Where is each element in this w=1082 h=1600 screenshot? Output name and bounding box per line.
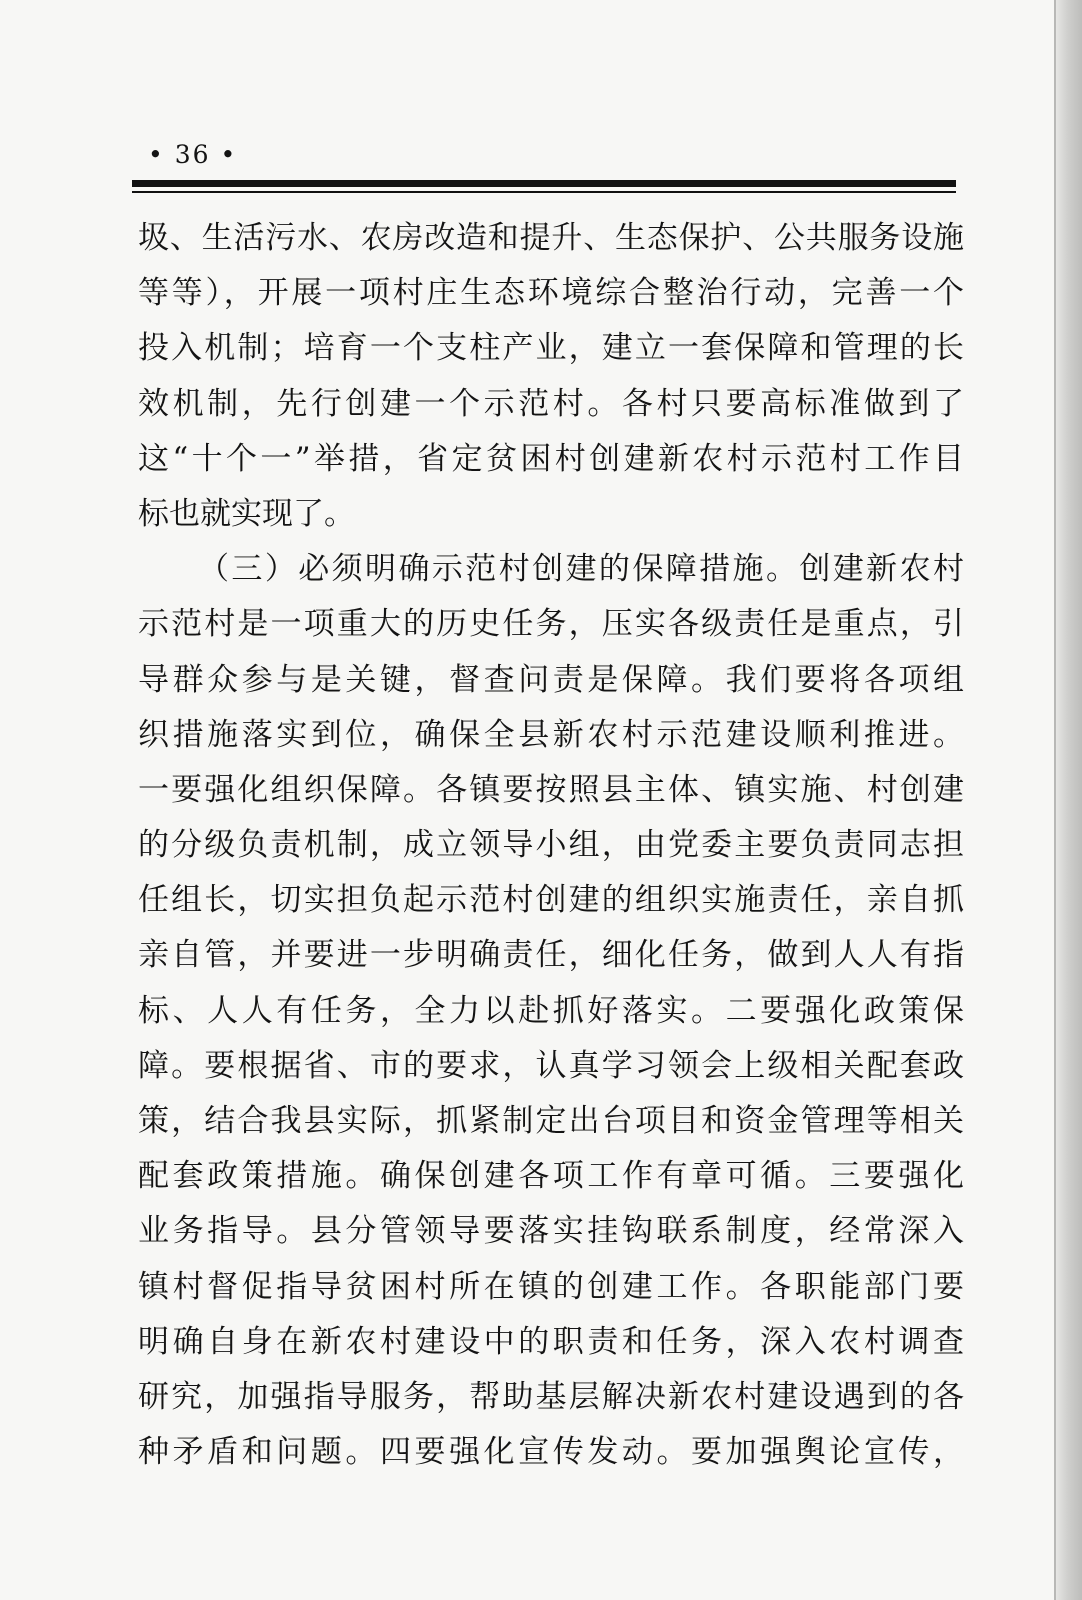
section-heading-line: （三）必须明确示范村创建的保障措施。创建新农村 [198, 551, 964, 588]
text-line: 这“十个一”举措，省定贫困村创建新农村示范村工作目 [138, 440, 964, 477]
header-rule-thick [132, 180, 956, 187]
text-line: 导群众参与是关键，督查问责是保障。我们要将各项组 [138, 661, 964, 698]
text-line: 种矛盾和问题。四要强化宣传发动。要加强舆论宣传， [138, 1434, 964, 1471]
header-rule-thin [132, 191, 956, 193]
text-line: 策，结合我县实际，抓紧制定出台项目和资金管理等相关 [138, 1103, 964, 1139]
text-line: 效机制，先行创建一个示范村。各村只要高标准做到了 [138, 385, 964, 422]
text-line: 等等），开展一项村庄生态环境综合整治行动，完善一个 [138, 275, 964, 312]
text-line: 业务指导。县分管领导要落实挂钩联系制度，经常深入 [138, 1213, 964, 1250]
text-line: 障。要根据省、市的要求，认真学习领会上级相关配套政 [138, 1047, 964, 1084]
text-line: 任组长，切实担负起示范村创建的组织实施责任，亲自抓 [138, 882, 964, 919]
body-text [138, 211, 964, 1480]
text-line: 示范村是一项重大的历史任务，压实各级责任是重点，引 [138, 606, 964, 643]
text-line: 的分级负责机制，成立领导小组，由党委主要负责同志担 [138, 827, 964, 864]
text-line: 镇村督促指导贫困村所在镇的创建工作。各职能部门要 [138, 1268, 964, 1305]
page-number: • 36 • [148, 140, 238, 169]
text-line: 明确自身在新农村建设中的职责和任务，深入农村调查 [138, 1323, 964, 1360]
text-line: 配套政策措施。确保创建各项工作有章可循。三要强化 [138, 1158, 964, 1195]
text-line: 标也就实现了。 [138, 495, 355, 532]
text-line: 织措施落实到位，确保全县新农村示范建设顺利推进。 [138, 716, 964, 753]
text-line: 投入机制；培育一个支柱产业，建立一套保障和管理的长 [138, 330, 964, 367]
text-line: 亲自管，并要进一步明确责任，细化任务，做到人人有指 [138, 937, 964, 974]
scan-page-edge [1056, 0, 1082, 1600]
text-line: 一要强化组织保障。各镇要按照县主体、镇实施、村创建 [138, 771, 964, 808]
text-line: 圾、生活污水、农房改造和提升、生态保护、公共服务设施 [138, 220, 964, 256]
text-line: 标、人人有任务，全力以赴抓好落实。二要强化政策保 [138, 992, 964, 1029]
text-line: 研究，加强指导服务，帮助基层解决新农村建设遇到的各 [138, 1378, 964, 1415]
